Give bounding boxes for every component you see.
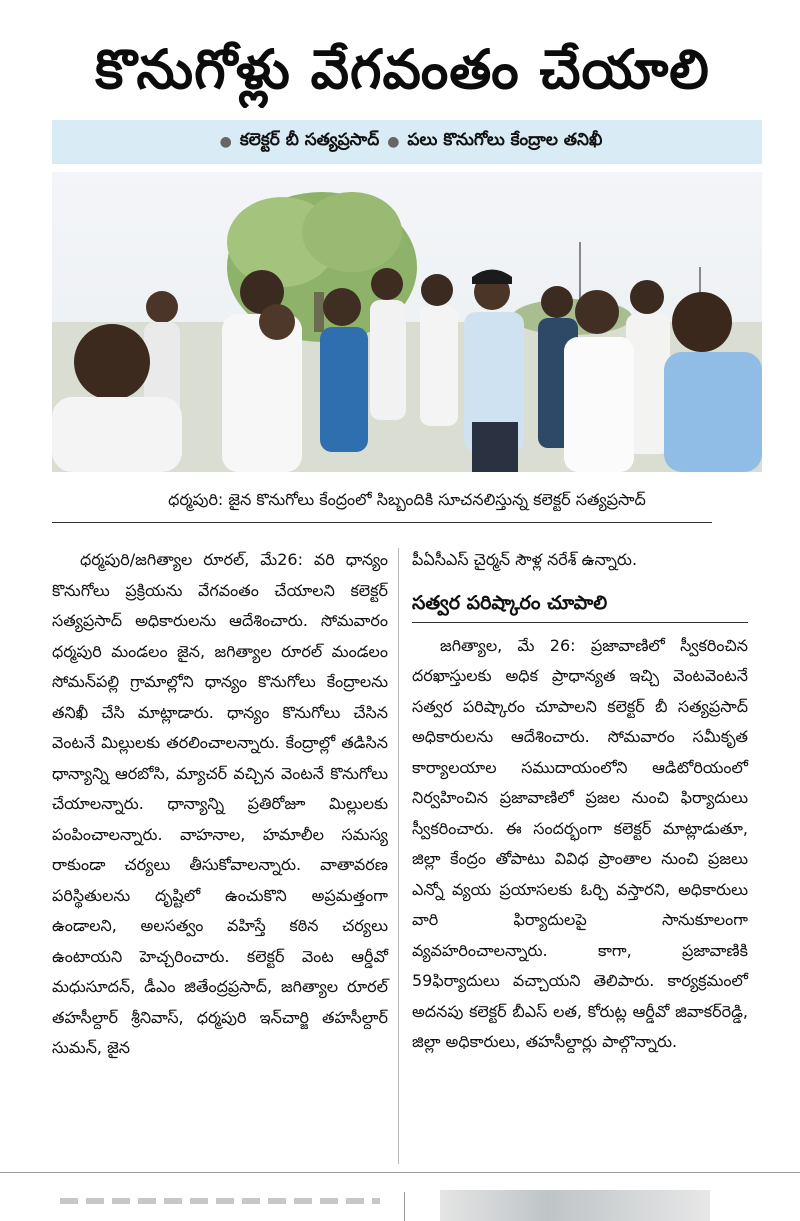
article-continuation: పీఏసీఎస్ చైర్మన్ సౌళ్ల నరేశ్ ఉన్నారు. — [412, 550, 638, 569]
article-column-left — [52, 545, 388, 1064]
bottom-divider — [0, 1172, 800, 1173]
bullet-icon: ● — [387, 134, 400, 150]
photo-illustration — [52, 172, 762, 472]
article-paragraph: జగిత్యాల, మే 26: ప్రజావాణిలో స్వీకరించిన దరఖాస్తులకు అధిక ప్రాధాన్యత ఇచ్చి వెంటవెంటనే సత్వర పరిష్కారం చూపాలని కలెక్టర్ బీ సత్యప్రసాద్ అధికారులను ఆదేశించారు. సోమవారం సమీకృత కార్యాలయాల సముదాయంలోని ఆడిటోరియంలో నిర్వహించిన ప్రజావాణిలో ప్రజల నుంచి ఫిర్యాదులు స్వీకరించారు. ఈ సందర్భంగా కలెక్టర్ మాట్లాడుతూ, జిల్లా కేంద్రం తోపాటు వివిధ ప్రాంతాల నుంచి ప్రజలు ఎన్నో వ్యయ ప్రయాసలకు ఓర్చి వస్తారని, అధికారులు వారి ఫిర్యాదులపై సానుకూలంగా వ్యవహరించాలన్నారు. కాగా, ప్రజావాణికి 59ఫిర్యాదులు వచ్చాయని తెలిపారు. కార్యక్రమంలో అదనపు కలెక్టర్ బీఎస్ లత, కోరుట్ల ఆర్డీవో జివాకర్‌రెడ్డి, జిల్లా అధికారులు, తహసీల్దార్లు పాల్గొన్నారు. — [412, 635, 748, 1051]
column-divider — [404, 1192, 405, 1221]
bullet-icon: ● — [219, 134, 232, 150]
headline: కొనుగోళ్లు వేగవంతం చేయాలి — [95, 37, 710, 101]
column-divider — [398, 548, 399, 1164]
article-column-right — [412, 545, 748, 1058]
subhead-item-2: పలు కొనుగోలు కేంద్రాల తనిఖీ — [407, 130, 603, 150]
photo-caption: ధర్మపురి: జైన కొనుగోలు కేంద్రంలో సిబ్బందికి సూచనలిస్తున్న కలెక్టర్ సత్యప్రసాద్ — [168, 490, 646, 509]
subhead-item-1: కలెక్టర్ బీ సత్యప్రసాద్ — [239, 130, 380, 150]
caption-divider — [52, 522, 712, 523]
subhead-bar — [52, 120, 762, 164]
news-photo — [52, 172, 762, 472]
section-heading: సత్వర పరిష్కారం చూపాలి — [412, 586, 748, 623]
next-article-strip — [0, 1186, 800, 1221]
next-article-text-fragment — [60, 1198, 380, 1204]
article-paragraph: ధర్మపురి/జగిత్యాల రూరల్, మే26: వరి ధాన్యం కొనుగోలు ప్రక్రియను వేగవంతం చేయాలని కలెక్టర్ సత్యప్రసాద్ అధికారులను ఆదేశించారు. సోమవారం ధర్మపురి మండలం జైన, జగిత్యాల రూరల్ మండలం సోమన్‌పల్లి గ్రామాల్లోని ధాన్యం కొనుగోలు కేంద్రాలను తనిఖీ చేసి మాట్లాడారు. ధాన్యం కొనుగోలు చేసిన వెంటనే మిల్లులకు తరలించాలన్నారు. కేంద్రాల్లో తడిసిన ధాన్యాన్ని ఆరబోసి, మ్యాచర్ వచ్చిన వెంటనే కొనుగోలు చేయాలన్నారు. ధాన్యాన్ని ప్రతిరోజూ మిల్లులకు పంపించాలన్నారు. వాహనాల, హమాలీల సమస్య రాకుండా చర్యలు తీసుకోవాలన్నారు. వాతావరణ పరిస్థితులను దృష్టిలో ఉంచుకొని అప్రమత్తంగా ఉండాలని, అలసత్వం వహిస్తే కఠిన చర్యలు ఉంటాయని హెచ్చరించారు. కలెక్టర్ వెంట ఆర్డీవో మధుసూదన్, డీఎం జితేంద్రప్రసాద్, జగిత్యాల రూరల్ తహసీల్దార్ శ్రీనివాస్, ధర్మపురి ఇన్‌చార్జి తహసీల్దార్ సుమన్, జైన — [52, 550, 388, 1057]
next-article-photo-fragment — [440, 1190, 710, 1221]
